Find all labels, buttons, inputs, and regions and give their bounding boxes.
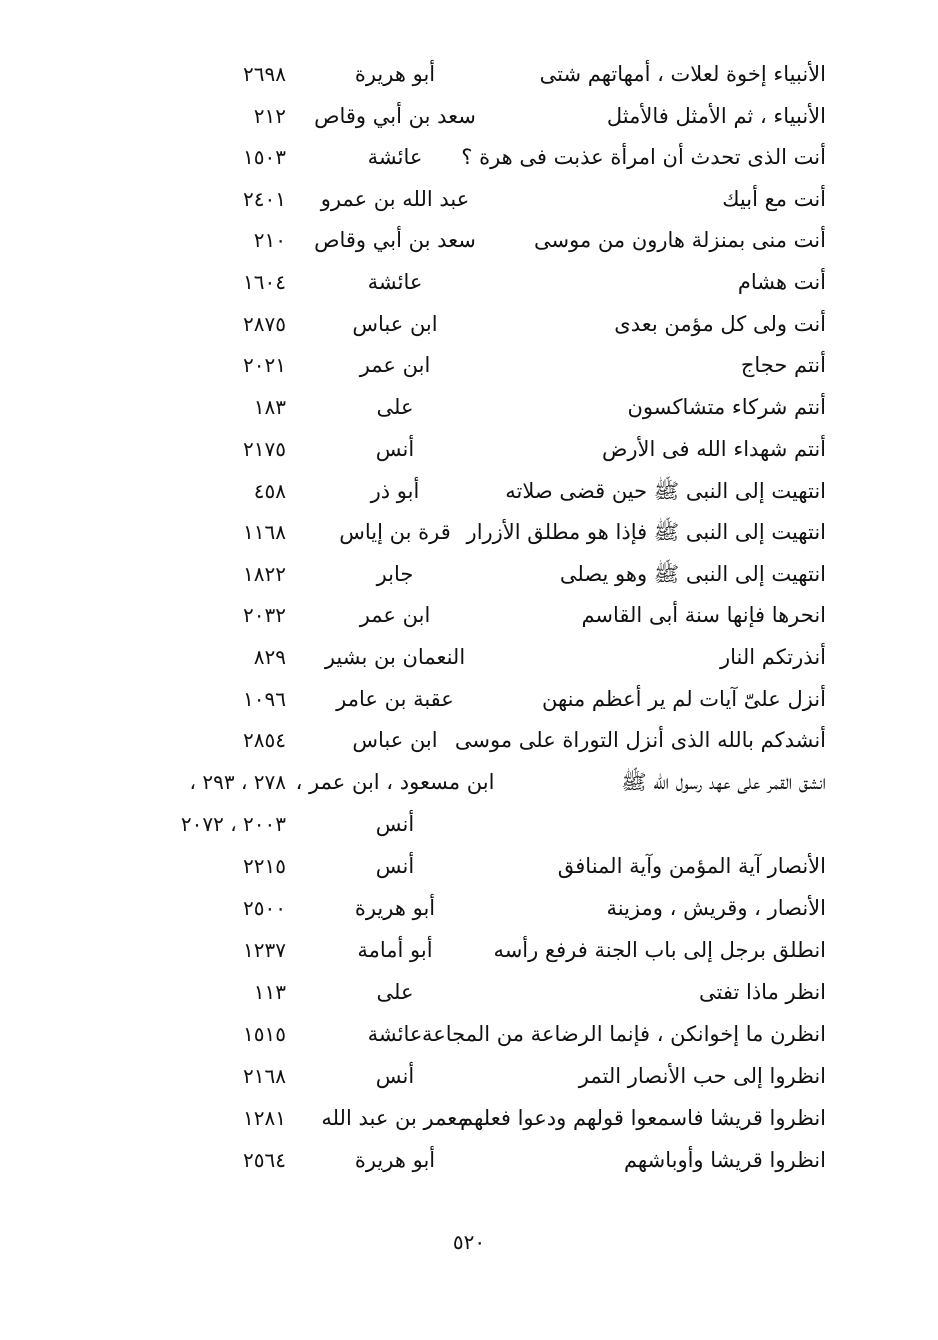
narrator-name: عبد الله بن عمرو xyxy=(320,187,470,211)
hadith-phrase: انتهيت إلى النبى ﷺ فإذا هو مطلق الأزرار xyxy=(466,520,826,544)
hadith-number: ١٢٣٧ xyxy=(243,938,286,962)
index-entry-row xyxy=(0,220,938,260)
hadith-number: ٢٥٦٤ xyxy=(243,1148,286,1172)
index-entry-row xyxy=(0,846,938,886)
hadith-number: ٢٦٩٨ xyxy=(243,62,286,86)
index-entry-row xyxy=(0,429,938,469)
hadith-phrase: أنتم شركاء متشاكسون xyxy=(627,395,826,419)
narrator-name: عقبة بن عامر xyxy=(336,687,454,711)
index-entry-row xyxy=(0,554,938,594)
hadith-phrase: أنت ولى كل مؤمن بعدى xyxy=(614,312,826,336)
hadith-number: ٨٢٩ xyxy=(253,645,286,669)
hadith-number: ٤٥٨ xyxy=(253,479,286,503)
hadith-phrase: الأنبياء ، ثم الأمثل فالأمثل xyxy=(606,104,826,128)
hadith-phrase: أنزل علىّ آيات لم ير أعظم منهن xyxy=(541,687,826,711)
hadith-phrase: أنت الذى تحدث أن امرأة عذبت فى هرة ؟ xyxy=(461,145,826,169)
narrator-name: ابن عمر xyxy=(359,353,431,377)
narrator-name: أبو أمامة xyxy=(357,938,433,962)
hadith-number: ١٢٨١ xyxy=(243,1106,286,1130)
narrator-name: النعمان بن بشير xyxy=(324,645,466,669)
hadith-phrase: انتهيت إلى النبى ﷺ حين قضى صلاته xyxy=(505,479,826,503)
hadith-number: ٢٨٧٥ xyxy=(243,312,286,336)
index-entry-row xyxy=(0,262,938,302)
index-entry-row xyxy=(0,930,938,970)
index-entry-row xyxy=(0,137,938,177)
index-entry-row xyxy=(0,1014,938,1054)
hadith-phrase: أنت هشام xyxy=(737,270,826,294)
hadith-phrase: انشق القمر على عهد رسول الله ﷺ xyxy=(621,770,826,794)
hadith-number: ٢٧٨ ، ٢٩٣ ، xyxy=(189,770,286,794)
hadith-number: ٢١٧٥ xyxy=(243,437,286,461)
hadith-number: ٢٥٠٠ xyxy=(243,896,286,920)
index-entry-row xyxy=(0,387,938,427)
narrator-name: ابن عباس xyxy=(352,312,438,336)
index-entry-row xyxy=(0,471,938,511)
narrator-name: أبو هريرة xyxy=(354,62,436,86)
index-entry-row xyxy=(0,179,938,219)
hadith-number: ٢٠٢١ xyxy=(243,353,286,377)
index-entry-row xyxy=(0,304,938,344)
hadith-number: ١١٦٨ xyxy=(243,520,286,544)
narrator-name: على xyxy=(376,980,414,1004)
narrator-name: ابن عباس xyxy=(352,728,438,752)
hadith-number: ١٠٩٦ xyxy=(243,687,286,711)
index-entry-row xyxy=(0,512,938,552)
narrator-name: أنس xyxy=(375,1064,415,1088)
hadith-number: ٢١٦٨ xyxy=(243,1064,286,1088)
narrator-name: على xyxy=(376,395,414,419)
narrator-name: ابن مسعود ، ابن عمر ، xyxy=(295,770,495,794)
hadith-phrase: أنتم شهداء الله فى الأرض xyxy=(601,437,826,461)
index-entry-row xyxy=(0,1098,938,1138)
hadith-phrase: انطلق برجل إلى باب الجنة فرفع رأسه xyxy=(493,938,826,962)
hadith-phrase: الأنصار آية المؤمن وآية المنافق xyxy=(557,854,826,878)
narrator-name: أنس xyxy=(375,437,415,461)
index-entry-row xyxy=(0,720,938,760)
hadith-number: ١٦٠٤ xyxy=(243,270,286,294)
narrator-name: أبو ذر xyxy=(370,479,420,503)
hadith-number: ٢٠٠٣ ، ٢٠٧٢ xyxy=(180,812,286,836)
hadith-number: ٢٤٠١ xyxy=(243,187,286,211)
index-entry-row xyxy=(0,1140,938,1180)
index-entry-row xyxy=(0,762,938,802)
index-entry-row xyxy=(0,1056,938,1096)
hadith-number: ١٥٠٣ xyxy=(243,145,286,169)
narrator-name: أبو هريرة xyxy=(354,896,436,920)
hadith-phrase: انظر ماذا تفتى xyxy=(699,980,826,1004)
index-entry-row xyxy=(0,804,938,844)
hadith-phrase: انتهيت إلى النبى ﷺ وهو يصلى xyxy=(559,562,826,586)
narrator-name: أبو هريرة xyxy=(354,1148,436,1172)
hadith-phrase: أنشدكم بالله الذى أنزل التوراة على موسى xyxy=(454,728,826,752)
index-entry-row xyxy=(0,972,938,1012)
hadith-phrase: انحرها فإنها سنة أبى القاسم xyxy=(581,603,826,627)
narrator-name: أنس xyxy=(375,854,415,878)
page-number: ٥٢٠ xyxy=(452,1230,486,1254)
index-entry-row xyxy=(0,595,938,635)
narrator-name: سعد بن أبي وقاص xyxy=(314,104,476,128)
index-entry-row xyxy=(0,54,938,94)
hadith-number: ١١٣ xyxy=(253,980,286,1004)
hadith-phrase: أنت منى بمنزلة هارون من موسى xyxy=(534,228,826,252)
index-entry-row xyxy=(0,679,938,719)
hadith-phrase: الأنصار ، وقريش ، ومزينة xyxy=(606,896,826,920)
narrator-name: ابن عمر xyxy=(359,603,431,627)
hadith-phrase: انظروا إلى حب الأنصار التمر xyxy=(578,1064,826,1088)
hadith-phrase: انظرن ما إخوانكن ، فإنما الرضاعة من المجاعة xyxy=(421,1022,826,1046)
hadith-number: ١٥١٥ xyxy=(243,1022,286,1046)
narrator-name: قرة بن إياس xyxy=(339,520,451,544)
hadith-phrase: انظروا قريشا وأوباشهم xyxy=(623,1148,826,1172)
hadith-phrase: الأنبياء إخوة لعلات ، أمهاتهم شتى xyxy=(539,62,826,86)
index-entry-row xyxy=(0,96,938,136)
narrator-name: سعد بن أبي وقاص xyxy=(314,228,476,252)
hadith-number: ١٨٢٢ xyxy=(243,562,286,586)
hadith-number: ١٨٣ xyxy=(253,395,286,419)
hadith-number: ٢٨٥٤ xyxy=(243,728,286,752)
hadith-number: ٢٢١٥ xyxy=(243,854,286,878)
hadith-phrase: أنتم حجاج xyxy=(740,353,826,377)
hadith-number: ٢١٢ xyxy=(253,104,286,128)
hadith-number: ٢١٠ xyxy=(253,228,286,252)
index-entry-row xyxy=(0,637,938,677)
hadith-phrase: انظروا قريشا فاسمعوا قولهم ودعوا فعلهم xyxy=(460,1106,826,1130)
narrator-name: عائشة xyxy=(367,1022,423,1046)
hadith-number: ٢٠٣٢ xyxy=(243,603,286,627)
narrator-name: عائشة xyxy=(367,145,423,169)
index-entry-row xyxy=(0,345,938,385)
narrator-name: جابر xyxy=(376,562,414,586)
narrator-name: أنس xyxy=(375,812,415,836)
hadith-phrase: أنذرتكم النار xyxy=(719,645,826,669)
narrator-name: عائشة xyxy=(367,270,423,294)
hadith-phrase: أنت مع أبيك xyxy=(722,187,826,211)
index-entry-row xyxy=(0,888,938,928)
narrator-name: معمر بن عبد الله xyxy=(321,1106,469,1130)
